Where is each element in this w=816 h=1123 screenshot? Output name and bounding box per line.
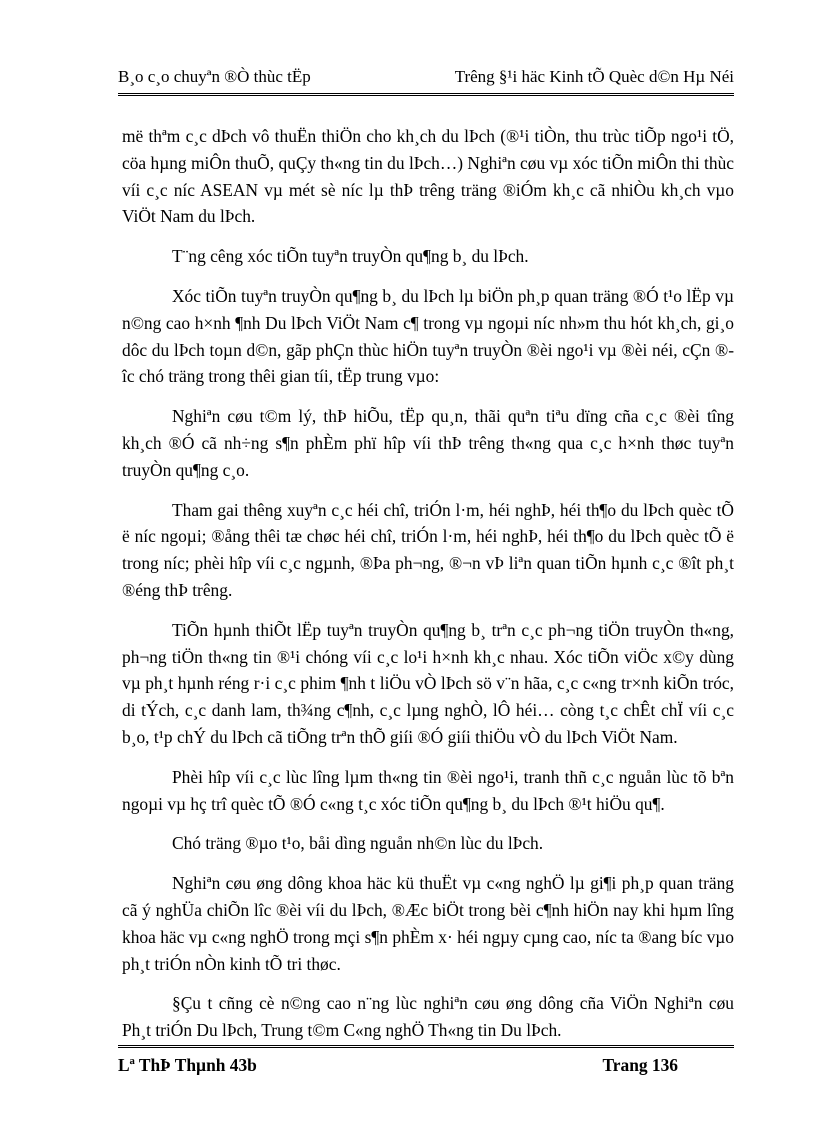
page-footer (118, 1054, 678, 1078)
footer-page-number: Trang 136 (602, 1055, 678, 1075)
paragraph-9: Nghiªn cøu øng dông khoa häc kü thuËt vµ c«ng nghÖ lµ gi¶i ph¸p quan träng cã ý nghÜa chiÕn lîc ®èi víi du lÞch, ®Æc biÖt trong bèi c¶nh hiÖn nay khi hµm lîng khoa häc vµ c«ng nghÖ trong mçi s¶n phÈm x· héi ngµy cµng cao, níc ta ®ang bíc vµo ph¸t triÓn nÒn kinh tÕ tri thøc. (122, 873, 734, 974)
paragraph-4: Nghiªn cøu t©m lý, thÞ hiÕu, tËp qu¸n, thãi quªn tiªu dïng cña c¸c ®èi tîng kh¸ch ®Ó cã nh÷ng s¶n phÈm phï hîp víi thÞ trêng th«ng qua c¸c h×nh thøc tuyªn truyÒn qu¶ng c¸o. (122, 406, 734, 480)
document-body (122, 123, 734, 1057)
paragraph-10: §Çu t cñng cè n©ng cao n¨ng lùc nghiªn cøu øng dông cña ViÖn Nghiªn cøu Ph¸t triÓn Du lÞch, Trung t©m C«ng nghÖ Th«ng tin Du lÞch. (122, 993, 734, 1041)
header-university-name: Trêng §¹i häc Kinh tÕ Quèc d©n Hµ Néi (454, 67, 734, 86)
page-header (118, 66, 734, 92)
paragraph-6: TiÕn hµnh thiÕt lËp tuyªn truyÒn qu¶ng b¸ trªn c¸c ph¬ng tiÖn truyÒn th«ng, ph¬ng tiÖn th«ng tin ®¹i chóng víi c¸c lo¹i h×nh kh¸c nhau. Xóc tiÕn viÖc x©y dùng vµ ph¸t hµnh réng r·i c¸c phim ¶nh t liÖu vÒ lÞch sö v¨n hãa, c¸c c«ng tr×nh kiÕn tróc, di tÝch, c¸c danh lam, th¾ng c¶nh, c¸c lµng nghÒ, lÔ héi… còng t¸c chÊt chÏ víi c¸c b¸o, t¹p chÝ du lÞch cã tiÕng trªn thÕ giíi ®Ó giíi thiÖu vÒ du lÞch ViÖt Nam. (122, 619, 734, 747)
paragraph-8: Chó träng ®µo t¹o, båi dìng nguån nh©n lùc du lÞch. (172, 833, 544, 854)
header-divider (118, 93, 734, 96)
paragraph-3: Xóc tiÕn tuyªn truyÒn qu¶ng b¸ du lÞch lµ biÖn ph¸p quan träng ®Ó t¹o lËp vµ n©ng cao h×nh ¶nh Du lÞch ViÖt Nam c¶ trong vµ ngoµi níc nh»m thu hót kh¸ch, gi¸o dôc du lÞch toµn d©n, gãp phÇn thùc hiÖn tuyªn truyÒn ®èi ngo¹i vµ ®èi néi, cÇn ®îc chó träng trong thêi gian tíi, tËp trung vµo: (122, 285, 734, 387)
header-report-title: B¸o c¸o chuyªn ®Ò thùc tËp (118, 67, 311, 86)
footer-divider (118, 1045, 734, 1048)
paragraph-7: Phèi hîp víi c¸c lùc lîng lµm th«ng tin ®èi ngo¹i, tranh thñ c¸c nguån lùc tõ bªn ngoµi vµ hç trî quèc tÕ ®Ó c«ng t¸c xóc tiÕn qu¶ng b¸ du lÞch ®¹t hiÖu qu¶. (122, 766, 734, 814)
paragraph-1: më thªm c¸c dÞch vô thuËn thiÖn cho kh¸ch du lÞch (®¹i tiÒn, thu trùc tiÕp ngo¹i tÖ, cöa hµng miÔn thuÕ, quÇy th«ng tin du lÞch…) Nghiªn cøu vµ xóc tiÕn miÔn thi thùc víi c¸c níc ASEAN vµ mét sè níc lµ thÞ trêng träng ®iÓm kh¸c cã nhiÒu kh¸ch vµo ViÖt Nam du lÞch. (122, 126, 734, 227)
paragraph-5: Tham gai thêng xuyªn c¸c héi chî, triÓn l·m, héi nghÞ, héi th¶o du lÞch quèc tÕ ë níc ngoµi; ®ång thêi tæ chøc héi chî, triÓn l·m, héi nghÞ, héi th¶o du lÞch quèc tÕ ë trong níc; phèi hîp víi c¸c ngµnh, ®Þa ph¬ng, ®¬n vÞ liªn quan tiÕn hµnh c¸c ®ît ph¸t ®éng thÞ trêng. (122, 499, 734, 600)
paragraph-2: T¨ng cêng xóc tiÕn tuyªn truyÒn qu¶ng b¸ du lÞch. (172, 246, 529, 267)
footer-author: Lª ThÞ Thµnh 43b (118, 1055, 257, 1075)
